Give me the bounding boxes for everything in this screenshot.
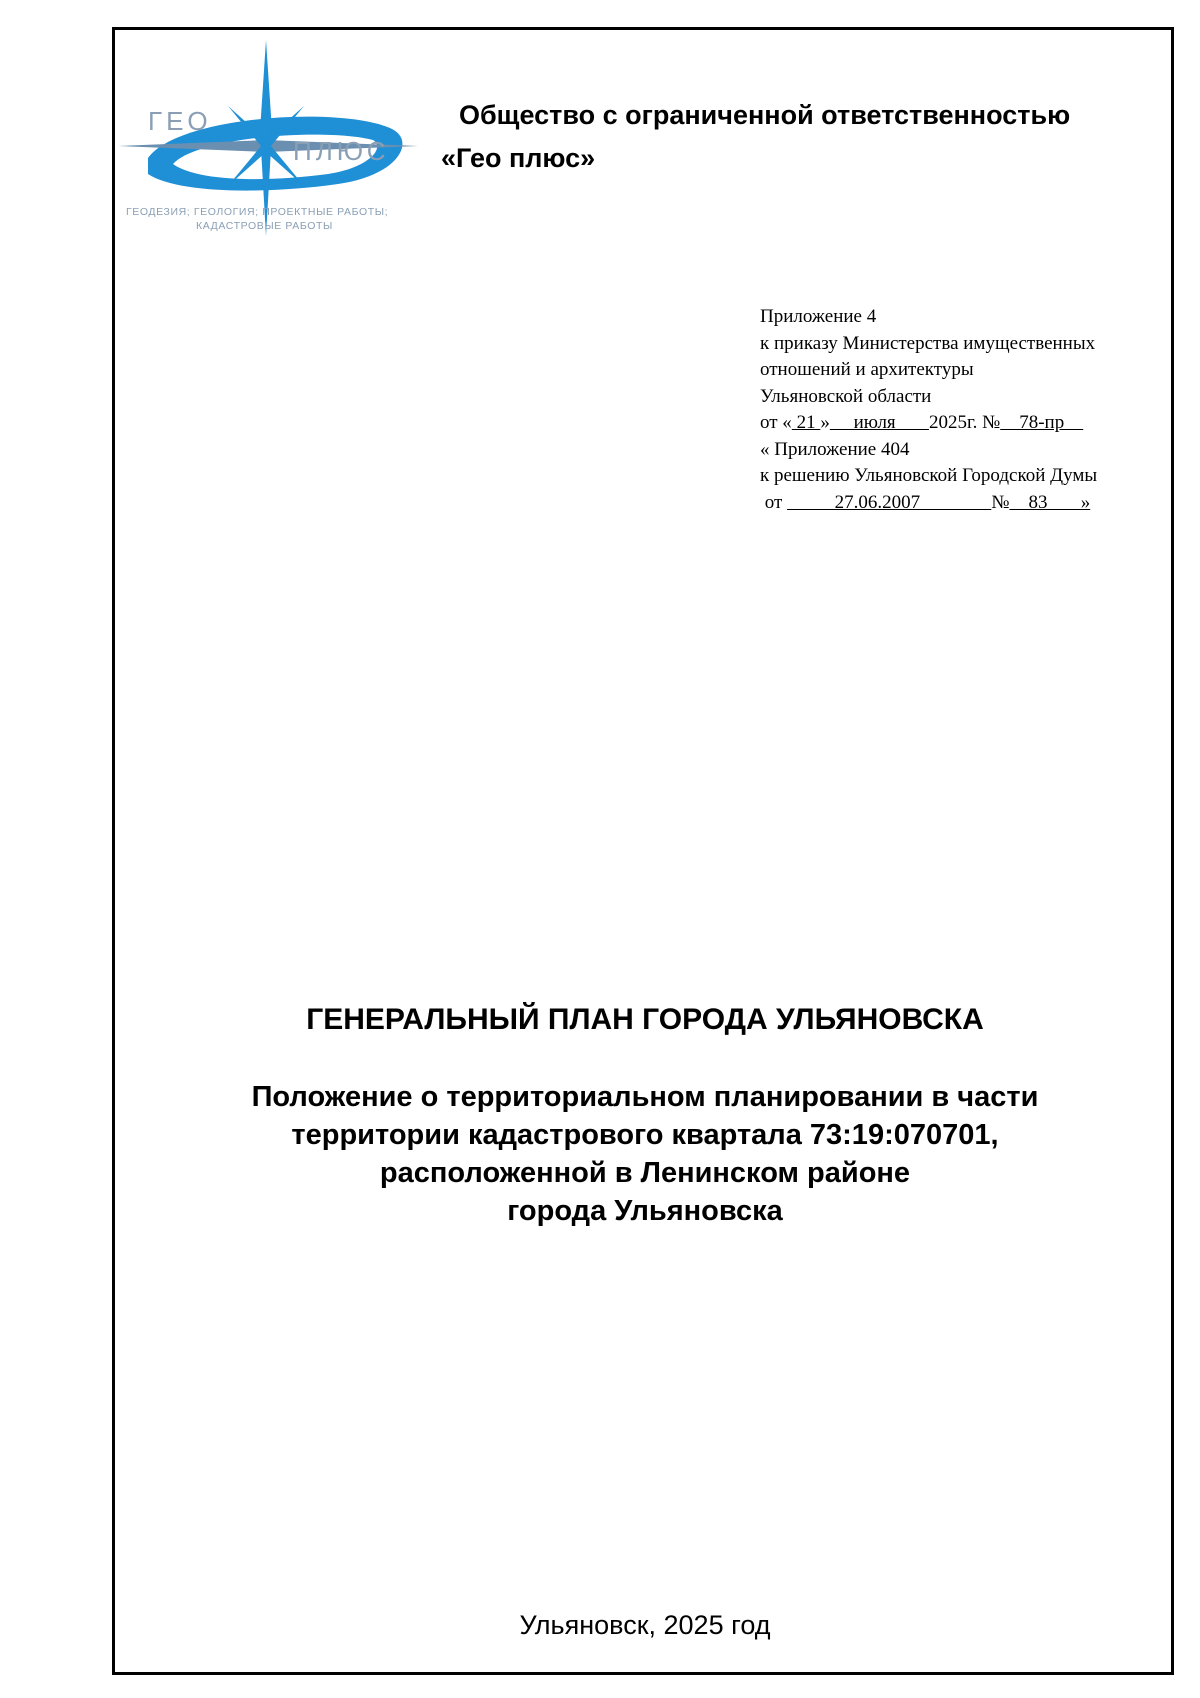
decision-date: 27.06.2007 — [787, 491, 992, 513]
document-title: ГЕНЕРАЛЬНЫЙ ПЛАН ГОРОДА УЛЬЯНОВСКА — [306, 1003, 984, 1036]
place-year: Ульяновск, 2025 год — [519, 1610, 771, 1640]
decision-date-line — [760, 490, 1160, 517]
appendix-line-2: к приказу Министерства имущественных — [760, 332, 1096, 354]
order-year: 2025г. № — [928, 412, 1001, 433]
order-day: 21 — [791, 412, 821, 433]
logo-word-plus: ПЛЮС — [293, 136, 390, 166]
order-day-close: » — [820, 412, 830, 433]
decision-number: 83 » — [1009, 491, 1091, 513]
org-name-line-1: Общество с ограниченной ответственностью — [459, 100, 1071, 130]
order-month: июля — [829, 412, 929, 433]
decision-no-label: № — [991, 491, 1010, 513]
order-prefix: от « — [760, 412, 792, 433]
appendix-line-6: « Приложение 404 — [760, 438, 910, 460]
subtitle-line-1: Положение о территориальном планировании в части — [251, 1081, 1039, 1113]
logo-tagline-2: КАДАСТРОВЫЕ РАБОТЫ — [196, 220, 333, 232]
subtitle-line-3: расположенной в Ленинском районе — [379, 1157, 911, 1189]
order-date-line — [760, 410, 1160, 437]
logo-word-geo: ГЕО — [148, 106, 212, 136]
appendix-line-4: Ульяновской области — [760, 385, 932, 407]
document-subtitle — [130, 1078, 1160, 1230]
org-name-line-2: «Гео плюс» — [441, 143, 596, 173]
geo-plus-logo — [118, 36, 438, 246]
subtitle-line-2: территории кадастрового квартала 73:19:070701, — [291, 1119, 999, 1151]
appendix-line-3: отношений и архитектуры — [760, 359, 974, 380]
appendix-block — [760, 304, 1160, 516]
logo-tagline-1: ГЕОДЕЗИЯ; ГЕОЛОГИЯ; ПРОЕКТНЫЕ РАБОТЫ; — [126, 206, 389, 218]
page-border — [112, 27, 1174, 1675]
order-number: 78-пр — [1000, 412, 1084, 433]
subtitle-line-4: города Ульяновска — [507, 1195, 783, 1227]
appendix-line-7: к решению Ульяновской Городской Думы — [760, 465, 1098, 486]
decision-prefix: от — [760, 491, 788, 513]
appendix-line-1: Приложение 4 — [760, 306, 877, 327]
